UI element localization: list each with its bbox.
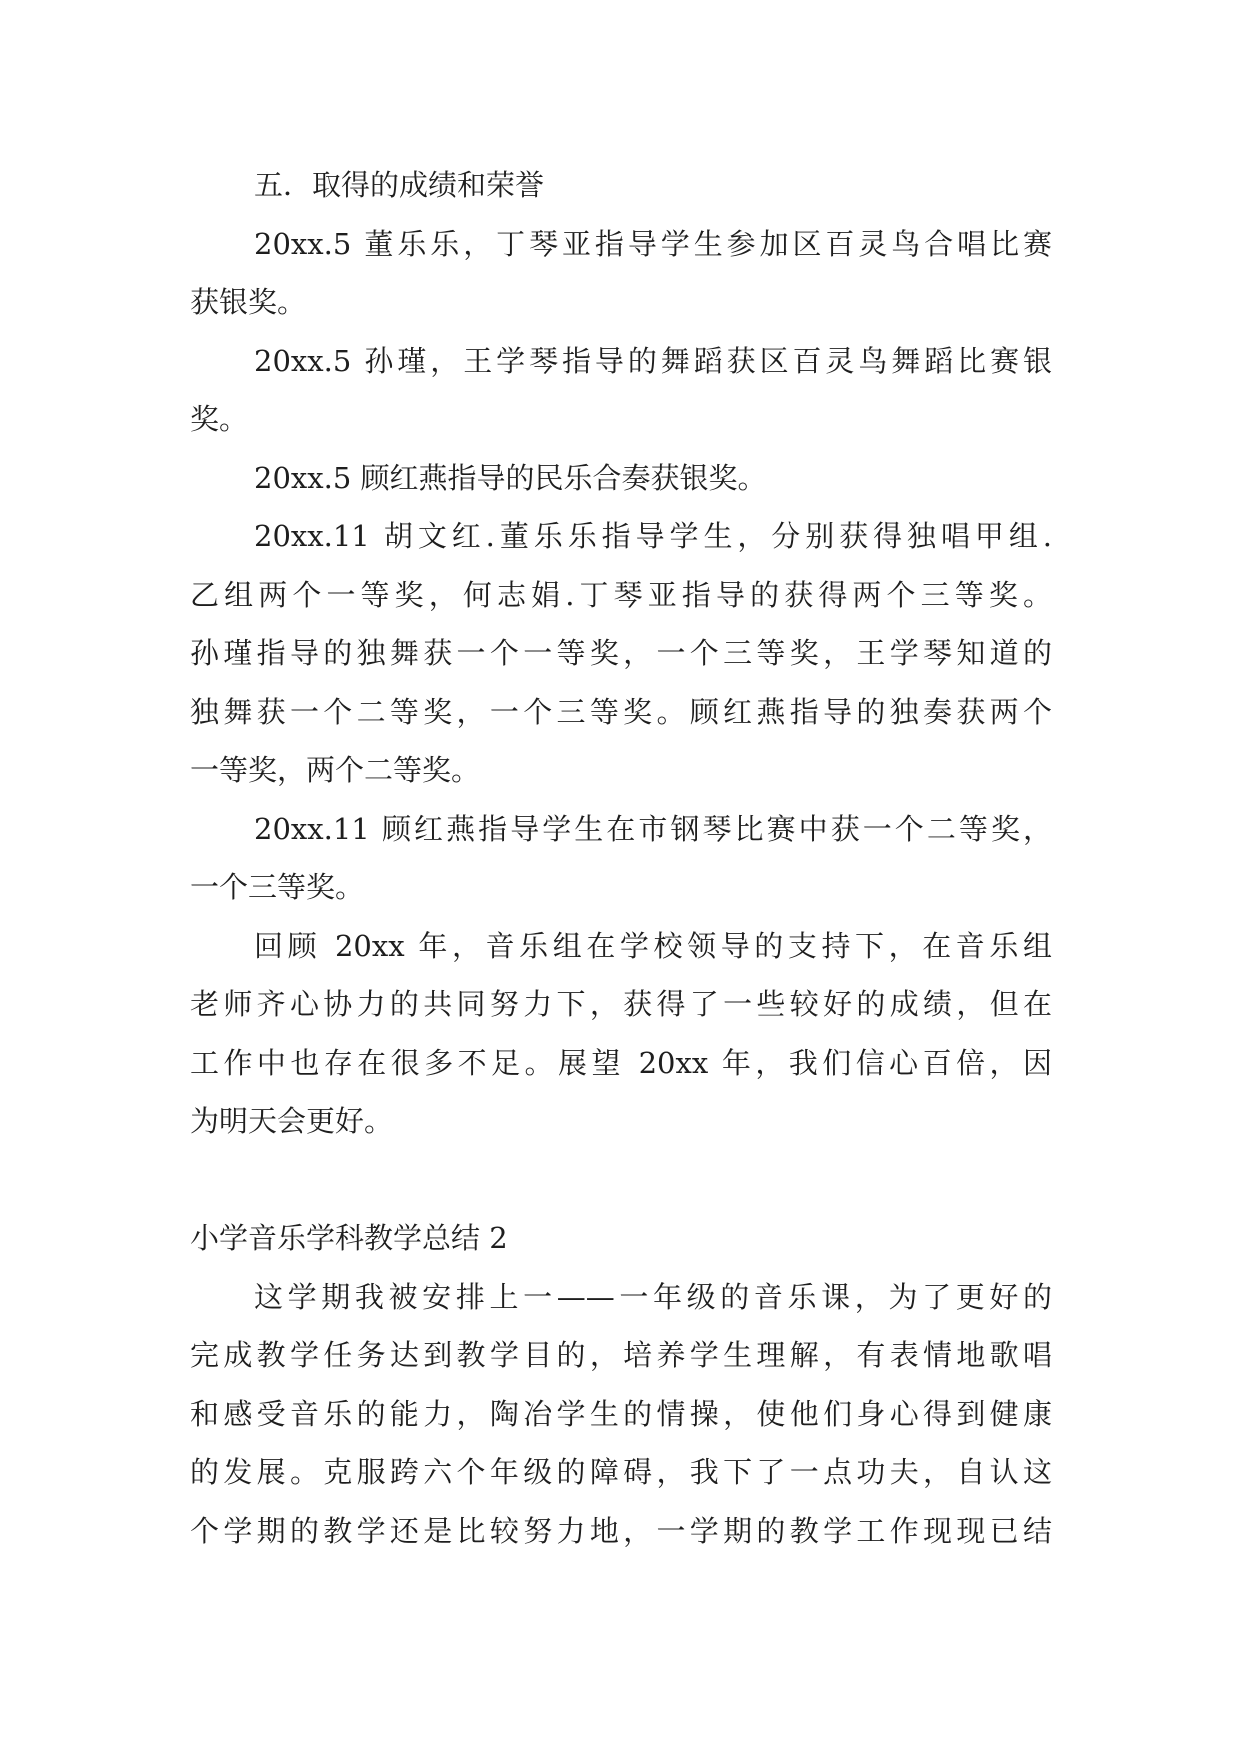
paragraph	[190, 215, 1052, 332]
paragraph	[190, 449, 1052, 508]
paragraph-line: 一等奖，两个二等奖。	[190, 753, 481, 787]
paragraph-line: 20xx.5 董乐乐，丁琴亚指导学生参加区百灵鸟合唱比赛	[254, 226, 1052, 261]
paragraph	[190, 332, 1052, 449]
paragraph-line: 回顾 20xx 年，音乐组在学校领导的支持下，在音乐组	[254, 928, 1052, 963]
paragraph-line: 乙组两个一等奖，何志娟.丁琴亚指导的获得两个三等奖。	[190, 577, 1052, 612]
paragraph-line: 20xx.11 顾红燕指导学生在市钢琴比赛中获一个二等奖，	[254, 811, 1052, 846]
paragraph	[190, 1268, 1052, 1561]
paragraph	[190, 917, 1052, 1151]
paragraph-line: 老师齐心协力的共同努力下，获得了一些较好的成绩，但在	[190, 987, 1052, 1021]
paragraph-line: 孙瑾指导的独舞获一个一等奖，一个三等奖，王学琴知道的	[190, 636, 1052, 670]
paragraph-line: 这学期我被安排上一——一年级的音乐课，为了更好的	[254, 1279, 1052, 1314]
paragraph-line: 获银奖。	[190, 285, 307, 319]
section-spacer	[190, 1151, 1052, 1210]
paragraph-line: 奖。	[190, 402, 249, 436]
document-title: 小学音乐学科教学总结 2	[190, 1221, 508, 1255]
document-body	[190, 156, 1052, 1560]
paragraph-line: 20xx.5 顾红燕指导的民乐合奏获银奖。	[254, 460, 767, 495]
paragraph-line: 和感受音乐的能力，陶冶学生的情操，使他们身心得到健康	[190, 1396, 1052, 1431]
paragraph	[190, 507, 1052, 800]
paragraph-line: 20xx.5 孙瑾，王学琴指导的舞蹈获区百灵鸟舞蹈比赛银	[254, 343, 1052, 378]
paragraph-line: 独舞获一个二等奖，一个三等奖。顾红燕指导的独奏获两个	[190, 694, 1052, 729]
paragraph-line: 20xx.11 胡文红.董乐乐指导学生，分别获得独唱甲组.	[254, 519, 1052, 553]
paragraph	[190, 800, 1052, 917]
paragraph-line: 完成教学任务达到教学目的，培养学生理解，有表情地歌唱	[190, 1338, 1052, 1372]
paragraph-line: 工作中也存在很多不足。展望 20xx 年，我们信心百倍，因	[190, 1045, 1052, 1080]
paragraph-line: 个学期的教学还是比较努力地，一学期的教学工作现现已结	[190, 1513, 1052, 1548]
paragraph-line: 为明天会更好。	[190, 1104, 394, 1138]
paragraph-line: 一个三等奖。	[190, 870, 365, 904]
paragraph-line: 的发展。克服跨六个年级的障碍，我下了一点功夫，自认这	[190, 1455, 1052, 1489]
section-heading: 五．取得的成绩和荣誉	[254, 168, 545, 202]
